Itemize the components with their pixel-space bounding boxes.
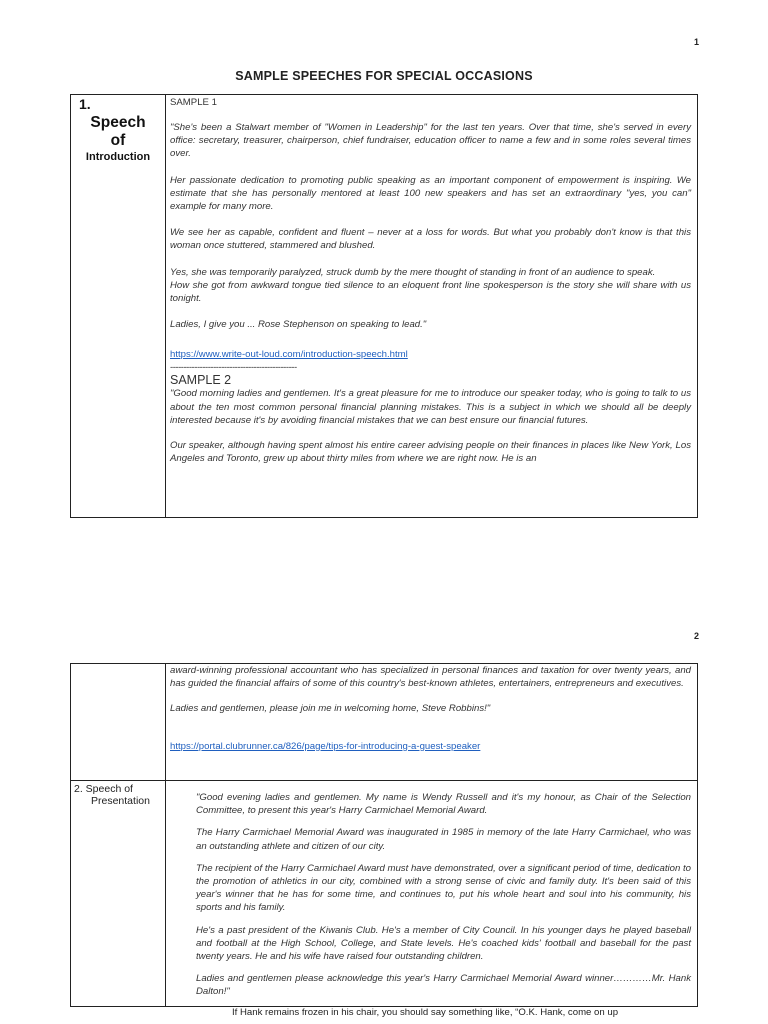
presentation-content — [166, 781, 697, 1018]
section-label-cell — [71, 781, 166, 1007]
section-label-line: 2. Speech of — [74, 783, 133, 795]
continued-paragraph: award-winning professional accountant who has specialized in personal finances and taxation for over twenty years, and has guided the financial affairs of some of this country's best-known athletes, entertainers, entrepreneurs and executives. — [170, 665, 691, 690]
sample-1-paragraph: Yes, she was temporarily paralyzed, struck dumb by the mere thought of standing in front of an audience to speak. How she got from awkward tongue tied silence to an eloquent front line spokesperson is the story she will share with us tonight. — [170, 266, 691, 305]
speech-table-page-1 — [70, 94, 698, 518]
continued-content — [166, 664, 697, 780]
page-number: 2 — [693, 631, 699, 641]
section-number: 1. — [79, 96, 91, 112]
presentation-paragraph: He's a past president of the Kiwanis Club. He's a member of City Council. In his younger days he played baseball and football at the High School, College, and State levels. He's coached kids' football and baseball for the past twenty years. He and his wife have raised four outstanding children. — [196, 924, 691, 963]
speech-table-page-2 — [70, 663, 698, 1018]
page-number: 1 — [693, 37, 699, 47]
sample-1-paragraph: We see her as capable, confident and fluent – never at a loss for words. But what you probably don't know is that this woman once stuttered, stammered and blushed. — [170, 227, 691, 252]
speech-content — [166, 95, 697, 517]
section-label-cell — [71, 95, 166, 518]
speech-content-cell — [166, 95, 698, 518]
closing-line: If Hank remains frozen in his chair, you should say something like, “O.K. Hank, come on up — [232, 1006, 619, 1018]
section-label-word-introduction: Introduction — [85, 151, 151, 163]
continued-paragraph: Ladies and gentlemen, please join me in welcoming home, Steve Robbins!" — [170, 703, 491, 715]
presentation-paragraph: "Good evening ladies and gentlemen. My name is Wendy Russell and it's my honour, as Chair of the Selection Committee, to present this year's Harry Carmichael Memorial Award. — [196, 792, 691, 817]
sample-2-heading: SAMPLE 2 — [170, 373, 232, 388]
sample-1-heading: SAMPLE 1 — [170, 97, 217, 108]
continued-label-cell — [71, 664, 166, 781]
section-label-introduction — [71, 96, 165, 163]
section-label-word-speech: Speech — [90, 114, 146, 131]
guest-speaker-tips-link[interactable]: https://portal.clubrunner.ca/826/page/tips-for-introducing-a-guest-speaker — [170, 740, 481, 752]
presentation-paragraph: The Harry Carmichael Memorial Award was inaugurated in 1985 in memory of the late Harry Carmichael, who was an outstanding athlete and citizen of our city. — [196, 827, 691, 852]
presentation-content-cell — [166, 781, 698, 1018]
continued-content-cell — [166, 664, 698, 781]
document-title: SAMPLE SPEECHES FOR SPECIAL OCCASIONS — [235, 69, 533, 83]
sample-1-paragraph: Her passionate dedication to promoting public speaking as an important component of empowerment is inspiring. We estimate that she has personally mentored at least 100 new speakers and has set an extraordinary "yes, you can" example for many more. — [170, 174, 691, 213]
sample-1-paragraph: "She's been a Stalwart member of "Women in Leadership" for the last ten years. Over that time, she's served in every office: secretary, treasurer, chairperson, chief fundraiser, education officer to name a few and in some roles several times over. — [170, 122, 691, 160]
section-label-presentation — [71, 781, 165, 807]
presentation-paragraph: Ladies and gentlemen please acknowledge this year's Harry Carmichael Memorial Award winner…………Mr. Hank Dalton!" — [196, 973, 691, 998]
divider-line: ----------------------------------------------- — [170, 362, 297, 374]
sample-1-source-link[interactable]: https://www.write-out-loud.com/introduction-speech.html — [170, 349, 408, 361]
sample-1-paragraph: Ladies, I give you ... Rose Stephenson on speaking to lead." — [170, 319, 427, 331]
sample-2-paragraph: Our speaker, although having spent almost his entire career advising people on their finances in places like New York, Los Angeles and Toronto, grew up about thirty miles from where we are right now. He is an — [170, 440, 691, 465]
section-label-word-of: of — [110, 132, 126, 149]
presentation-paragraph: The recipient of the Harry Carmichael Award must have demonstrated, over a significant period of time, dedication to the promotion of athletics in our city, combined with a strong sense of civic and family duty. It's been said of this year's winner that he has for some time, and continues to, put his whole heart and soul into his community, his sports and his family. — [196, 862, 691, 914]
page-2 — [0, 536, 768, 1024]
sample-2-paragraph: "Good morning ladies and gentlemen. It's a great pleasure for me to introduce our speaker today, who is going to talk to us about the ten most common personal financial planning mistakes. This is a subject in which we should all be deeply interested because it's by avoiding financial mistakes that we can best ensure our financial futures. — [170, 388, 691, 426]
section-label-line: Presentation — [91, 795, 150, 807]
